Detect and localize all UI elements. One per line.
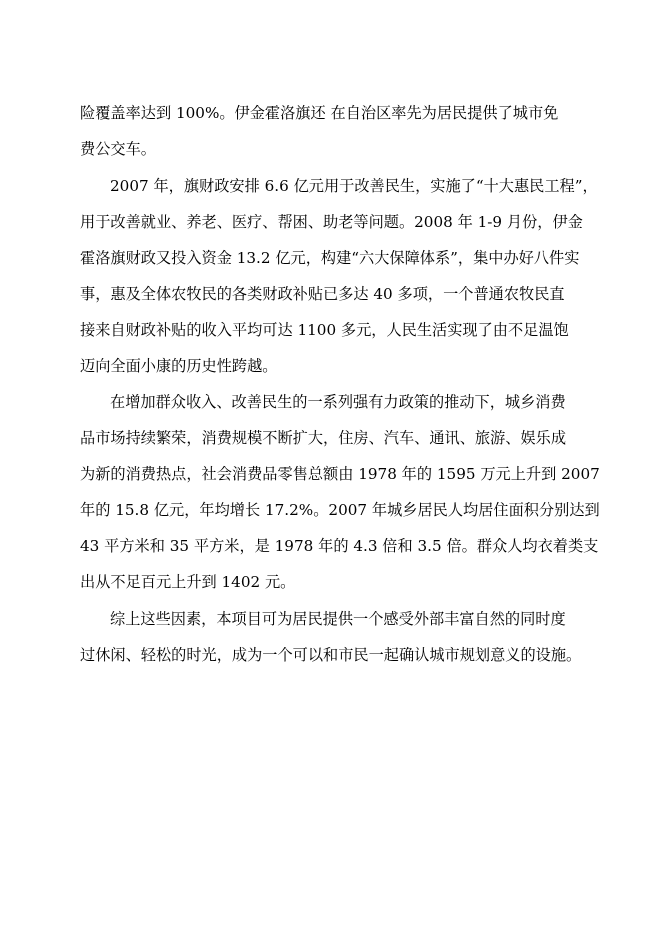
paragraph-2-line-2: 用于改善就业、养老、医疗、帮困、助老等问题。2008 年 1-9 月份，伊金 <box>80 213 583 231</box>
paragraph-3-line-6: 出从不足百元上升到 1402 元。 <box>80 573 296 591</box>
paragraph-2-line-5: 接来自财政补贴的收入平均可达 1100 多元，人民生活实现了由不足温饱 <box>80 321 569 339</box>
paragraph-3-line-1: 在增加群众收入、改善民生的一系列强有力政策的推动下，城乡消费 <box>110 393 566 411</box>
paragraph-1-line-1: 险覆盖率达到 100%。伊金霍洛旗还 在自治区率先为居民提供了城市免 <box>80 104 559 122</box>
paragraph-3-line-3: 为新的消费热点，社会消费品零售总额由 1978 年的 1595 万元上升到 2007 <box>80 465 600 483</box>
paragraph-4-line-2: 过休闲、轻松的时光，成为一个可以和市民一起确认城市规划意义的设施。 <box>80 646 582 664</box>
paragraph-4-line-1: 综上这些因素，本项目可为居民提供一个感受外部丰富自然的同时度 <box>110 610 566 628</box>
paragraph-3-line-4: 年的 15.8 亿元，年均增长 17.2%。2007 年城乡居民人均居住面积分别达到 <box>80 501 600 519</box>
paragraph-2-line-6: 迈向全面小康的历史性跨越。 <box>80 357 278 375</box>
paragraph-3-line-2: 品市场持续繁荣，消费规模不断扩大，住房、汽车、通讯、旅游、娱乐成 <box>80 429 566 447</box>
paragraph-2-line-4: 事，惠及全体农牧民的各类财政补贴已多达 40 多项，一个普通农牧民直 <box>80 285 565 303</box>
paragraph-2-line-3: 霍洛旗财政又投入资金 13.2 亿元，构建“六大保障体系”，集中办好八件实 <box>80 249 580 267</box>
paragraph-3-line-5: 43 平方米和 35 平方米，是 1978 年的 4.3 倍和 3.5 倍。群众人均衣着类支 <box>80 537 599 555</box>
paragraph-2-line-1: 2007 年，旗财政安排 6.6 亿元用于改善民生，实施了“十大惠民工程”， <box>110 177 598 195</box>
paragraph-1-line-2: 费公交车。 <box>80 140 156 158</box>
